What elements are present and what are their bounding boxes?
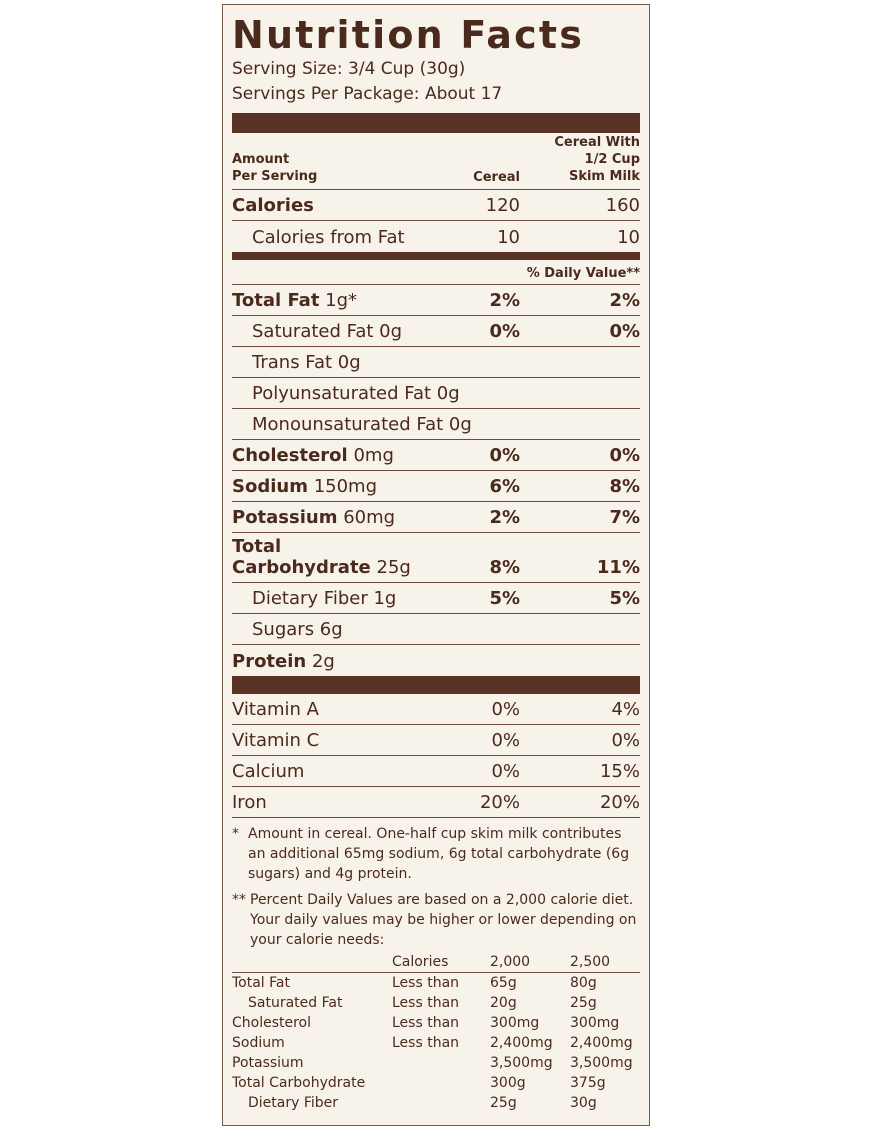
- potassium-row: Potassium 60mg 2% 7%: [232, 502, 640, 533]
- sugars-row: Sugars 6g: [232, 614, 640, 645]
- divider-thick-vitamins: [232, 676, 640, 694]
- vitamin-row: Iron 20% 20%: [232, 787, 640, 818]
- divider-medium: [232, 252, 640, 260]
- dietary-fiber-row: Dietary Fiber 1g 5% 5%: [232, 583, 640, 614]
- reference-row: Sodium Less than 2,400mg 2,400mg: [232, 1035, 633, 1051]
- reference-row: Cholesterol Less than 300mg 300mg: [232, 1015, 620, 1031]
- daily-value-reference-table: [232, 952, 640, 1113]
- reference-row: Total Fat Less than 65g 80g: [232, 975, 597, 991]
- reference-row: Dietary Fiber 25g 30g: [248, 1095, 597, 1111]
- label-title: Nutrition Facts: [232, 13, 585, 57]
- sodium-row: Sodium 150mg 6% 8%: [232, 471, 640, 502]
- column-header: [232, 133, 640, 190]
- protein-row: Protein 2g: [232, 651, 335, 672]
- vitamin-row: Vitamin A 0% 4%: [232, 694, 640, 725]
- total-carbohydrate-row: Total Carbohydrate 25g 8% 11%: [232, 533, 640, 583]
- calories-row: Calories 120 160: [232, 190, 640, 221]
- vitamin-row: Calcium 0% 15%: [232, 756, 640, 787]
- divider-thick: [232, 113, 640, 133]
- reference-row: Potassium 3,500mg 3,500mg: [232, 1055, 633, 1071]
- cholesterol-row: Cholesterol 0mg 0% 0%: [232, 440, 640, 471]
- monounsaturated-fat-row: Monounsaturated Fat 0g: [232, 409, 640, 440]
- amount-per-serving: Amount Per Serving: [232, 152, 318, 184]
- vitamin-row: Vitamin C 0% 0%: [232, 725, 640, 756]
- footnote-amount-in-cereal: * Amount in cereal. One-half cup skim milk contributes an additional 65mg sodium, 6g total carbohydrate (6g sugars) and 4g protein.: [232, 826, 630, 882]
- reference-header-row: Calories 2,000 2,500: [232, 952, 640, 973]
- footnotes: [232, 824, 640, 950]
- servings-per-package: Servings Per Package: About 17: [232, 84, 503, 104]
- calories-from-fat-row: Calories from Fat 10 10: [252, 227, 640, 248]
- column-cereal: Cereal: [473, 170, 520, 185]
- total-fat-row: Total Fat 1g* 2% 2%: [232, 285, 640, 316]
- daily-value-header: % Daily Value**: [232, 260, 640, 285]
- trans-fat-row: Trans Fat 0g: [232, 347, 640, 378]
- reference-row: Saturated Fat Less than 20g 25g: [248, 995, 597, 1011]
- reference-row: Total Carbohydrate 300g 375g: [232, 1075, 606, 1091]
- label-content: [232, 5, 640, 1113]
- nutrition-label: [222, 4, 650, 1126]
- polyunsaturated-fat-row: Polyunsaturated Fat 0g: [232, 378, 640, 409]
- saturated-fat-row: Saturated Fat 0g 0% 0%: [232, 316, 640, 347]
- footnote-daily-values: ** Percent Daily Values are based on a 2,000 calorie diet. Your daily values may be higher or lower depending on your calorie needs:: [232, 892, 637, 948]
- serving-size: Serving Size: 3/4 Cup (30g): [232, 59, 466, 79]
- column-cereal-with-milk: Cereal With 1/2 Cup Skim Milk: [554, 135, 640, 184]
